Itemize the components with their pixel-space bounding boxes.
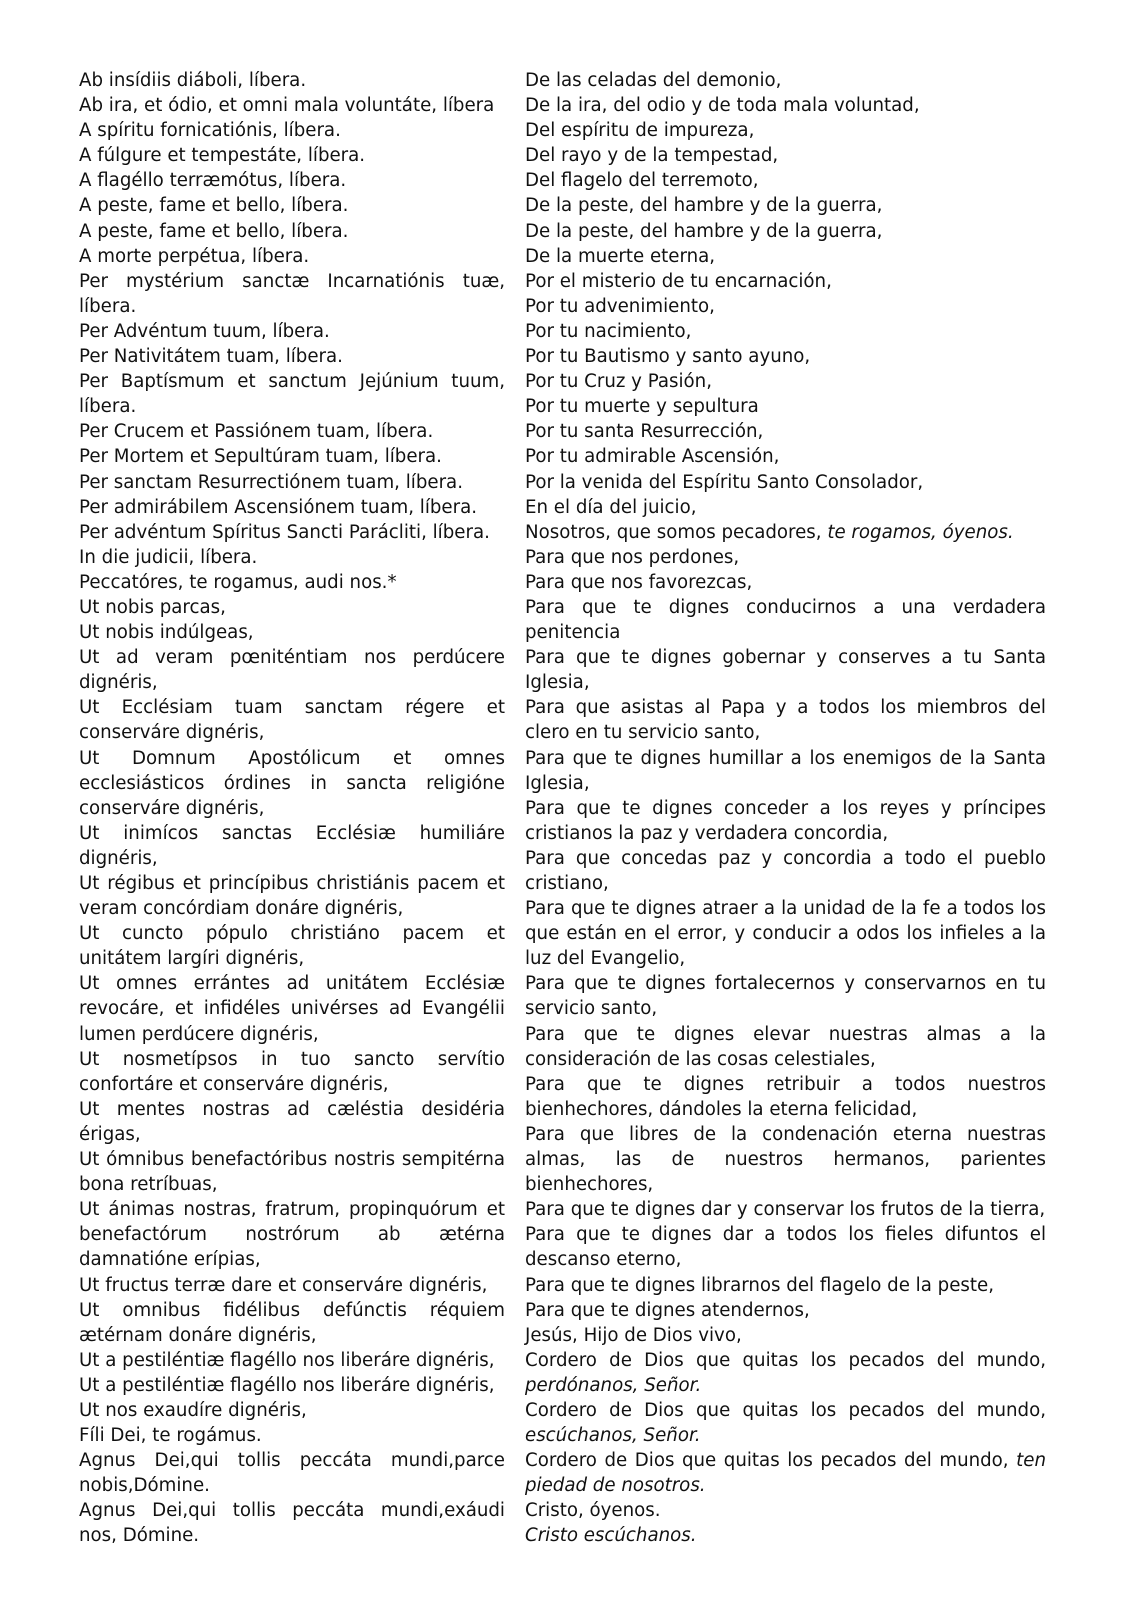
latin-invocation: Ut Domnum Apostólicum et omnes ecclesiásticos órdines in sancta religióne conserváre dignéris, xyxy=(79,747,505,819)
invocation-response: ten piedad de nosotros. xyxy=(525,1450,1046,1497)
invocation-text: Por tu advenimiento, xyxy=(525,295,715,317)
latin-invocation: Per Baptísmum et sanctum Jejúnium tuum, líbera. xyxy=(79,371,505,418)
invocation-text: Para que te dignes dar y conservar los frutos de la tierra, xyxy=(525,1199,1046,1221)
spanish-invocation xyxy=(525,520,1046,545)
spanish-invocation xyxy=(525,143,1046,168)
invocation-text: Por tu santa Resurrección, xyxy=(525,421,764,443)
spanish-invocation xyxy=(525,294,1046,319)
spanish-invocation xyxy=(525,846,1046,896)
invocation-text: Cristo, óyenos. xyxy=(525,1500,661,1522)
invocation-text: De la muerte eterna, xyxy=(525,245,716,267)
invocation-text: De la peste, del hambre y de la guerra, xyxy=(525,195,883,217)
spanish-invocation xyxy=(525,369,1046,394)
invocation-text: Del rayo y de la tempestad, xyxy=(525,145,779,167)
latin-invocation: Ut omnes errántes ad unitátem Ecclésiæ revocáre, et infidéles univérses ad Evangélii lumen perdúcere dignéris, xyxy=(79,973,505,1045)
spanish-invocation xyxy=(525,1398,1046,1448)
latin-invocation: Ut ad veram pœniténtiam nos perdúcere dignéris, xyxy=(79,647,505,694)
spanish-invocation xyxy=(525,1197,1046,1222)
invocation-text: Nosotros, que somos pecadores, xyxy=(525,521,828,543)
latin-invocation: Ut mentes nostras ad cæléstia desidéria érigas, xyxy=(79,1098,505,1145)
invocation-text: Para que te dignes fortalecernos y conservarnos en tu servicio santo, xyxy=(525,973,1046,1020)
spanish-invocation xyxy=(525,1222,1046,1272)
invocation-text: Por tu Bautismo y santo ayuno, xyxy=(525,346,811,368)
spanish-invocation xyxy=(525,1523,1046,1548)
latin-invocation: Per admirábilem Ascensiónem tuam, líbera. xyxy=(79,496,478,518)
spanish-invocation xyxy=(525,1448,1046,1498)
spanish-invocation xyxy=(525,1348,1046,1398)
invocation-response: escúchanos, Señor. xyxy=(525,1425,701,1447)
latin-invocation: Per mystérium sanctæ Incarnatiónis tuæ, líbera. xyxy=(79,270,505,317)
spanish-invocation xyxy=(525,344,1046,369)
spanish-invocation xyxy=(525,1273,1046,1298)
spanish-invocation xyxy=(525,595,1046,645)
latin-invocation: Ut a pestiléntiæ flagéllo nos liberáre dignéris, xyxy=(79,1374,495,1396)
spanish-invocation xyxy=(525,219,1046,244)
latin-invocation: Per advéntum Spíritus Sancti Parácliti, líbera. xyxy=(79,521,490,543)
invocation-text: Cordero de Dios que quitas los pecados del mundo, xyxy=(525,1450,1017,1472)
latin-invocation: Ut omnibus fidélibus defúnctis réquiem ætérnam donáre dignéris, xyxy=(79,1299,505,1346)
spanish-invocation xyxy=(525,118,1046,143)
invocation-text: Para que te dignes gobernar y conserves a tu Santa Iglesia, xyxy=(525,647,1046,694)
invocation-text: Para que te dignes atendernos, xyxy=(525,1299,810,1321)
latin-invocation: A peste, fame et bello, líbera. xyxy=(79,195,349,217)
spanish-invocation xyxy=(525,1022,1046,1072)
invocation-text: Por tu muerte y sepultura xyxy=(525,396,759,418)
latin-invocation: A flagéllo terræmótus, líbera. xyxy=(79,170,347,192)
invocation-text: En el día del juicio, xyxy=(525,496,697,518)
latin-invocation: In die judicii, líbera. xyxy=(79,546,258,568)
latin-invocation: Per Crucem et Passiónem tuam, líbera. xyxy=(79,421,434,443)
invocation-response: Cristo escúchanos. xyxy=(525,1525,697,1547)
latin-invocation: Per sanctam Resurrectiónem tuam, líbera. xyxy=(79,471,463,493)
latin-litany-column xyxy=(79,68,505,1549)
invocation-response: te rogamos, óyenos. xyxy=(827,521,1014,543)
invocation-text: De la ira, del odio y de toda mala voluntad, xyxy=(525,95,920,117)
spanish-invocation xyxy=(525,1298,1046,1323)
invocation-text: Jesús, Hijo de Dios vivo, xyxy=(525,1324,742,1346)
latin-invocation: A morte perpétua, líbera. xyxy=(79,245,310,267)
spanish-invocation xyxy=(525,746,1046,796)
spanish-invocation xyxy=(525,444,1046,469)
spanish-invocation xyxy=(525,419,1046,444)
latin-invocation: A spíritu fornicatiónis, líbera. xyxy=(79,120,341,142)
invocation-text: Del espíritu de impureza, xyxy=(525,120,755,142)
spanish-invocation xyxy=(525,1323,1046,1348)
invocation-text: Para que te dignes librarnos del flagelo de la peste, xyxy=(525,1274,994,1296)
invocation-text: Para que libres de la condenación eterna nuestras almas, las de nuestros hermanos, parientes bienhechores, xyxy=(525,1123,1046,1196)
latin-invocation: Ut inimícos sanctas Ecclésiæ humiliáre dignéris, xyxy=(79,822,505,869)
invocation-text: De las celadas del demonio, xyxy=(525,70,782,91)
latin-invocation: Fíli Dei, te rogámus. xyxy=(79,1425,262,1447)
invocation-text: Por tu Cruz y Pasión, xyxy=(525,371,712,393)
invocation-text: Cordero de Dios que quitas los pecados del mundo, xyxy=(525,1349,1046,1371)
invocation-text: Por tu admirable Ascensión, xyxy=(525,446,780,468)
latin-invocation: Ut nobis parcas, xyxy=(79,596,226,618)
spanish-invocation xyxy=(525,244,1046,269)
latin-invocation: Ut a pestiléntiæ flagéllo nos liberáre dignéris, xyxy=(79,1349,495,1371)
invocation-text: Para que te dignes dar a todos los fieles difuntos el descanso eterno, xyxy=(525,1224,1046,1271)
spanish-invocation xyxy=(525,896,1046,971)
latin-invocation: Ut nos exaudíre dignéris, xyxy=(79,1399,307,1421)
latin-invocation: Per Mortem et Sepultúram tuam, líbera. xyxy=(79,446,442,468)
spanish-invocation xyxy=(525,695,1046,745)
invocation-text: Para que nos perdones, xyxy=(525,546,740,568)
invocation-text: Por el misterio de tu encarnación, xyxy=(525,270,832,292)
spanish-invocation xyxy=(525,193,1046,218)
latin-invocation: Ut fructus terræ dare et conserváre dignéris, xyxy=(79,1274,488,1296)
latin-invocation: Ut régibus et princípibus christiánis pacem et veram concórdiam donáre dignéris, xyxy=(79,873,505,920)
spanish-invocation xyxy=(525,470,1046,495)
latin-invocation: Ut cuncto pópulo christiáno pacem et unitátem largíri dignéris, xyxy=(79,923,505,970)
spanish-invocation xyxy=(525,93,1046,118)
invocation-text: De la peste, del hambre y de la guerra, xyxy=(525,220,883,242)
spanish-invocation xyxy=(525,1072,1046,1122)
spanish-invocation xyxy=(525,545,1046,570)
invocation-response: perdónanos, Señor. xyxy=(525,1374,702,1396)
latin-invocation: A fúlgure et tempestáte, líbera. xyxy=(79,145,366,167)
invocation-text: Para que concedas paz y concordia a todo el pueblo cristiano, xyxy=(525,847,1046,894)
invocation-text: Para que te dignes atraer a la unidad de la fe a todos los que están en el error, y conducir a odos los infieles a la luz del Evangelio, xyxy=(525,898,1046,970)
spanish-invocation xyxy=(525,570,1046,595)
spanish-invocation xyxy=(525,68,1046,93)
invocation-text: Del flagelo del terremoto, xyxy=(525,170,759,192)
latin-invocation: Agnus Dei,qui tollis peccáta mundi,exáudi nos, Dómine. xyxy=(79,1500,505,1547)
spanish-litany-column xyxy=(525,68,1046,1549)
latin-invocation: Per Advéntum tuum, líbera. xyxy=(79,320,330,342)
latin-invocation: Ut nosmetípsos in tuo sancto servítio confortáre et conserváre dignéris, xyxy=(79,1048,505,1095)
latin-invocation: Ab insídiis diáboli, líbera. xyxy=(79,70,307,91)
spanish-invocation xyxy=(525,168,1046,193)
invocation-text: Para que te dignes conducirnos a una verdadera penitencia xyxy=(525,596,1046,644)
spanish-invocation xyxy=(525,796,1046,846)
latin-invocation: Ut Ecclésiam tuam sanctam régere et conserváre dignéris, xyxy=(79,697,505,744)
spanish-invocation xyxy=(525,394,1046,419)
latin-invocation: A peste, fame et bello, líbera. xyxy=(79,220,349,242)
invocation-text: Para que asistas al Papa y a todos los miembros del clero en tu servicio santo, xyxy=(525,697,1046,744)
invocation-text: Para que te dignes humillar a los enemigos de la Santa Iglesia, xyxy=(525,747,1046,794)
spanish-invocation xyxy=(525,319,1046,344)
spanish-invocation xyxy=(525,1122,1046,1197)
latin-invocation: Ab ira, et ódio, et omni mala voluntáte, líbera xyxy=(79,95,495,117)
latin-invocation: Per Nativitátem tuam, líbera. xyxy=(79,346,343,368)
spanish-invocation xyxy=(525,1498,1046,1523)
latin-invocation: Agnus Dei,qui tollis peccáta mundi,parce nobis,Dómine. xyxy=(79,1450,505,1497)
invocation-text: Por la venida del Espíritu Santo Consolador, xyxy=(525,471,924,493)
latin-invocation: Peccatóres, te rogamus, audi nos.* xyxy=(79,571,397,593)
latin-invocation: Ut ómnibus benefactóribus nostris sempitérna bona retríbuas, xyxy=(79,1149,505,1196)
spanish-invocation xyxy=(525,495,1046,520)
spanish-invocation xyxy=(525,971,1046,1021)
latin-invocation: Ut nobis indúlgeas, xyxy=(79,622,254,644)
invocation-text: Para que te dignes elevar nuestras almas a la consideración de las cosas celestiales, xyxy=(525,1023,1046,1070)
invocation-text: Para que te dignes retribuir a todos nuestros bienhechores, dándoles la eterna felicidad, xyxy=(525,1073,1046,1120)
invocation-text: Para que nos favorezcas, xyxy=(525,571,753,593)
invocation-text: Por tu nacimiento, xyxy=(525,320,692,342)
invocation-text: Cordero de Dios que quitas los pecados del mundo, xyxy=(525,1399,1046,1421)
latin-invocation: Ut ánimas nostras, fratrum, propinquórum et benefactórum nostrórum ab ætérna damnatióne erípias, xyxy=(79,1199,505,1271)
spanish-invocation xyxy=(525,269,1046,294)
spanish-invocation xyxy=(525,645,1046,695)
invocation-text: Para que te dignes conceder a los reyes y príncipes cristianos la paz y verdadera concordia, xyxy=(525,797,1046,844)
